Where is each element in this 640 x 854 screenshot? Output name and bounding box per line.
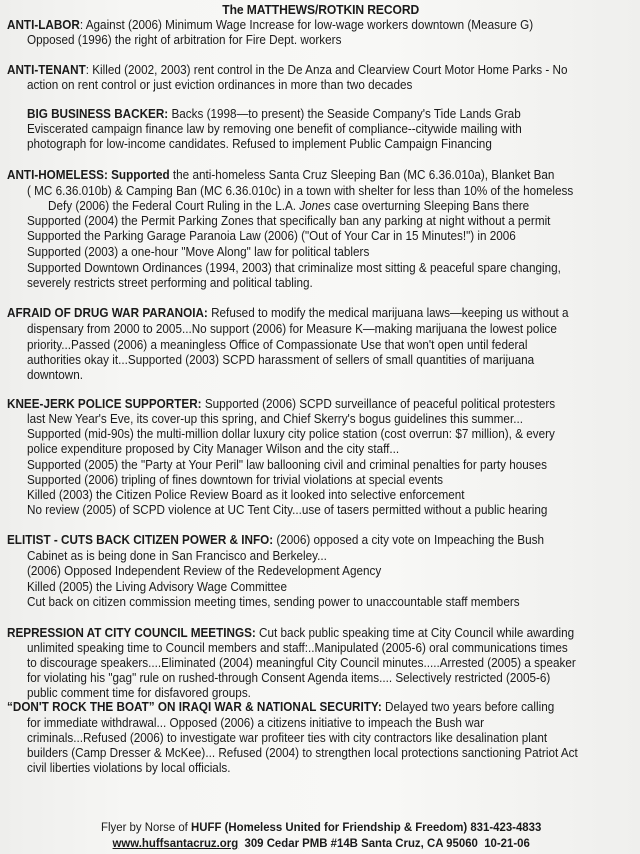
section-text: Supported (2006) SCPD surveillance of peaceful political protesters [201,397,556,411]
section-line: severely restricts street performing and political tabling. [27,276,313,290]
section-anti-labor [7,18,533,33]
section-elitist [7,533,544,548]
section-line: authorities okay it...Supported (2003) SCPD harassment of sellers of small quantities of marijuana [27,353,535,367]
section-text: : Killed (2002, 2003) rent control in the De Anza and Clearview Court Motor Home Parks - No [85,63,568,77]
section-line: builders (Camp Dresser & McKee)... Refused (2004) to strengthen local protections sanctioning Patriot Act [27,746,578,760]
section-line: public comment time for disfavored groups. [27,686,251,700]
section-line: for violating his "gag" rule on rushed-through Consent Agenda items.... Selectively restricted (2005-6) [27,671,551,685]
section-line: Eviscerated campaign finance law by removing one benefit of compliance--citywide mailing with [27,122,522,136]
footer-address [27,836,616,850]
footer-prefix: Flyer by Norse of [101,820,192,834]
footer-credit [27,820,616,834]
section-text: Refused to modify the medical marijuana laws—keeping us without a [207,306,569,320]
section-line: Supported (2005) the "Party at Your Peril" law ballooning civil and criminal penalties for party houses [27,458,548,472]
section-line: unlimited speaking time to Council members and staff:..Manipulated (2005-6) oral communications times [27,641,568,655]
section-line: Killed (2005) the Living Advisory Wage Committee [27,580,287,594]
section-anti-homeless [7,168,554,183]
section-line: Supported Downtown Ordinances (1994, 2003) that criminalize most sitting & peaceful spare changing, [27,261,561,275]
footer-address-text: 309 Cedar PMB #14B Santa Cruz, CA 95060 10-21-06 [238,836,530,850]
section-text: : Against (2006) Minimum Wage Increase for low-wage workers downtown (Measure G) [79,18,534,32]
section-line: last New Year's Eve, its cover-up this spring, and Chief Skerry's bogus guidelines this summer... [27,412,523,426]
section-heading: REPRESSION AT CITY COUNCIL MEETINGS: [7,626,256,640]
section-line: Killed (2003) the Citizen Police Review Board as it looked into selective enforcement [27,488,465,502]
section-heading: ELITIST - CUTS BACK CITIZEN POWER & INFO: [7,533,274,547]
section-line: Opposed (1996) the right of arbitration for Fire Dept. workers [27,33,342,47]
section-line: Cabinet as is being done in San Francisco and Berkeley... [27,549,327,563]
section-heading: ANTI-LABOR [7,18,80,32]
section-text: Backs (1998—to present) the Seaside Company's Tide Lands Grab [168,107,521,121]
section-line: Supported (2006) tripling of fines downtown for trivial violations at special events [27,473,444,487]
section-line: priority...Passed (2006) a meaningless Office of Compassionate Use that won't open until federal [27,338,528,352]
section-line: for immediate withdrawal... Opposed (2006) a citizens initiative to impeach the Bush war [27,716,484,730]
line-text: case overturning Sleeping Bans there [330,199,530,213]
section-line: police expenditure proposed by City Manager Wilson and the city staff... [27,442,400,456]
section-line: criminals...Refused (2006) to investigate war profiteer ties with city contractors like desalination plant [27,731,548,745]
section-heading: ANTI-TENANT [7,63,86,77]
section-line [48,199,529,214]
section-heading: AFRAID OF DRUG WAR PARANOIA: [7,306,208,320]
section-text: the anti-homeless Santa Cruz Sleeping Ban (MC 6.36.010a), Blanket Ban [169,168,555,182]
section-iraq-war [7,700,554,715]
section-text: Delayed two years before calling [381,700,555,714]
section-line: to discourage speakers....Eliminated (2004) meaningful City Council minutes.....Arrested (2005) a speaker [27,656,576,670]
website-link[interactable]: www.huffsantacruz.org [112,836,239,850]
section-text: Cut back public speaking time at City Council while awarding [255,626,575,640]
case-name: Jones [299,199,331,213]
section-police-supporter [7,397,555,412]
section-line: Supported (2004) the Permit Parking Zones that specifically ban any parking at night without a permit [27,214,551,228]
section-text: (2006) opposed a city vote on Impeaching the Bush [273,533,544,547]
section-line: photograph for low-income candidates. Refused to implement Public Campaign Financing [27,137,492,151]
section-line: action on rent control or just eviction ordinances in more than two decades [27,78,413,92]
section-line: downtown. [27,368,84,382]
section-line: Cut back on citizen commission meeting times, sending power to unaccountable staff members [27,595,520,609]
section-heading: BIG BUSINESS BACKER: [27,107,169,121]
section-line: Supported (2003) a one-hour "Move Along" law for political tablers [27,245,370,259]
document-title: The MATTHEWS/ROTKIN RECORD [222,2,420,17]
section-line: Supported (mid-90s) the multi-million dollar luxury city police station (cost overrun: $7 million), & every [27,427,555,441]
footer-org: HUFF (Homeless United for Friendship & Freedom) 831-423-4833 [191,820,542,834]
section-line: dispensary from 2000 to 2005...No support (2006) for Measure K—making marijuana the lowest police [27,322,557,336]
line-text: Defy (2006) the Federal Court Ruling in the L.A. [48,199,300,213]
section-line: ( MC 6.36.010b) & Camping Ban (MC 6.36.010c) in a town with shelter for less than 10% of the homeless [27,184,574,198]
section-line: (2006) Opposed Independent Review of the Redevelopment Agency [27,564,382,578]
section-repression [7,626,574,641]
section-drug-war [7,306,569,321]
section-heading: “DON'T ROCK THE BOAT” ON IRAQI WAR & NATIONAL SECURITY: [7,700,382,714]
section-anti-tenant [7,63,567,78]
section-big-business-backer [27,107,521,122]
section-line: No review (2005) of SCPD violence at UC Tent City...use of tasers permitted without a public hearing [27,503,548,517]
section-line: civil liberties violations by local officials. [27,761,231,775]
section-heading: KNEE-JERK POLICE SUPPORTER: [7,397,202,411]
section-line: Supported the Parking Garage Paranoia Law (2006) ("Out of Your Car in 15 Minutes!") in 2006 [27,229,516,243]
section-heading: ANTI-HOMELESS: Supported [7,168,170,182]
